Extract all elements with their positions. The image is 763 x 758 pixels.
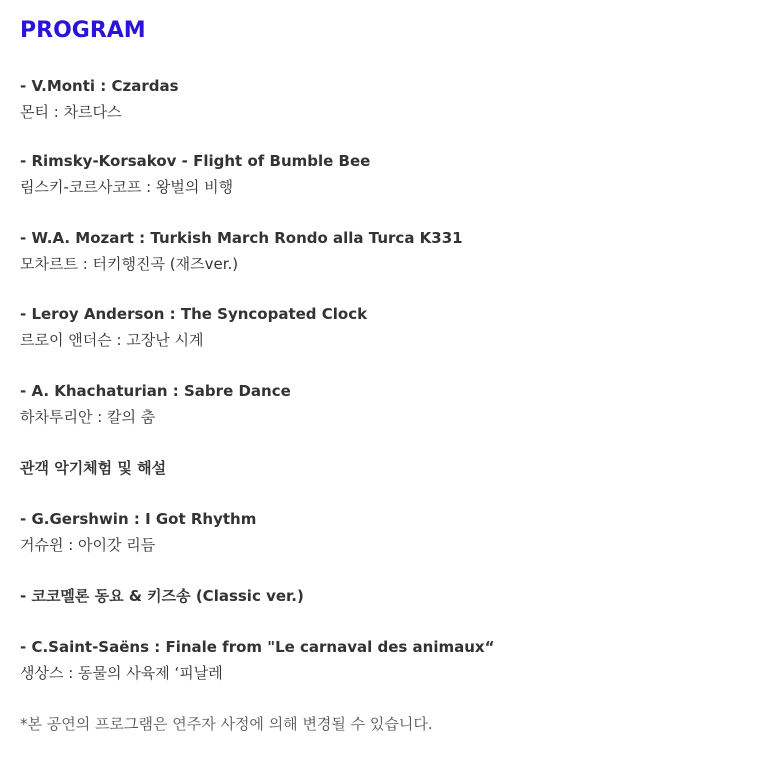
program-item-mozart bbox=[20, 228, 463, 274]
program-item-monti bbox=[20, 76, 179, 122]
program-item-audience-experience bbox=[20, 458, 166, 478]
program-item-korean: 르로이 앤더슨 : 고장난 시계 bbox=[20, 331, 204, 349]
page-title: PROGRAM bbox=[20, 18, 146, 43]
program-change-note: *본 공연의 프로그램은 연주자 사정에 의해 변경될 수 있습니다. bbox=[20, 715, 433, 733]
program-item-title: - W.A. Mozart : Turkish March Rondo alla Turca K331 bbox=[20, 229, 463, 247]
program-item-anderson bbox=[20, 304, 367, 350]
program-item-gershwin bbox=[20, 509, 256, 555]
program-item-title: - C.Saint-Saëns : Finale from "Le carnaval des animaux“ bbox=[20, 638, 495, 656]
program-item-korean: 생상스 : 동물의 사육제 ‘피날레 bbox=[20, 664, 223, 682]
program-item-korean: 림스키-코르사코프 : 왕벌의 비행 bbox=[20, 178, 234, 196]
program-item-title: - Leroy Anderson : The Syncopated Clock bbox=[20, 305, 368, 323]
program-item-cocomelon bbox=[20, 586, 304, 606]
program-item-title: - 코코멜론 동요 & 키즈송 (Classic ver.) bbox=[20, 587, 304, 605]
program-item-korean: 모차르트 : 터키행진곡 (재즈ver.) bbox=[20, 255, 239, 273]
program-item-korean: 하차투리안 : 칼의 춤 bbox=[20, 408, 156, 426]
program-item-title: 관객 악기체험 및 해설 bbox=[20, 459, 167, 477]
program-item-title: - A. Khachaturian : Sabre Dance bbox=[20, 382, 291, 400]
program-item-khachaturian bbox=[20, 381, 291, 427]
program-item-title: - V.Monti : Czardas bbox=[20, 77, 179, 95]
program-item-saint-saens bbox=[20, 637, 494, 683]
program-item-korean: 몬티 : 차르다스 bbox=[20, 103, 122, 121]
program-item-korean: 거슈윈 : 아이갓 리듬 bbox=[20, 536, 156, 554]
program-item-rimsky-korsakov bbox=[20, 151, 370, 197]
program-item-title: - Rimsky-Korsakov - Flight of Bumble Bee bbox=[20, 152, 371, 170]
program-item-title: - G.Gershwin : I Got Rhythm bbox=[20, 510, 257, 528]
